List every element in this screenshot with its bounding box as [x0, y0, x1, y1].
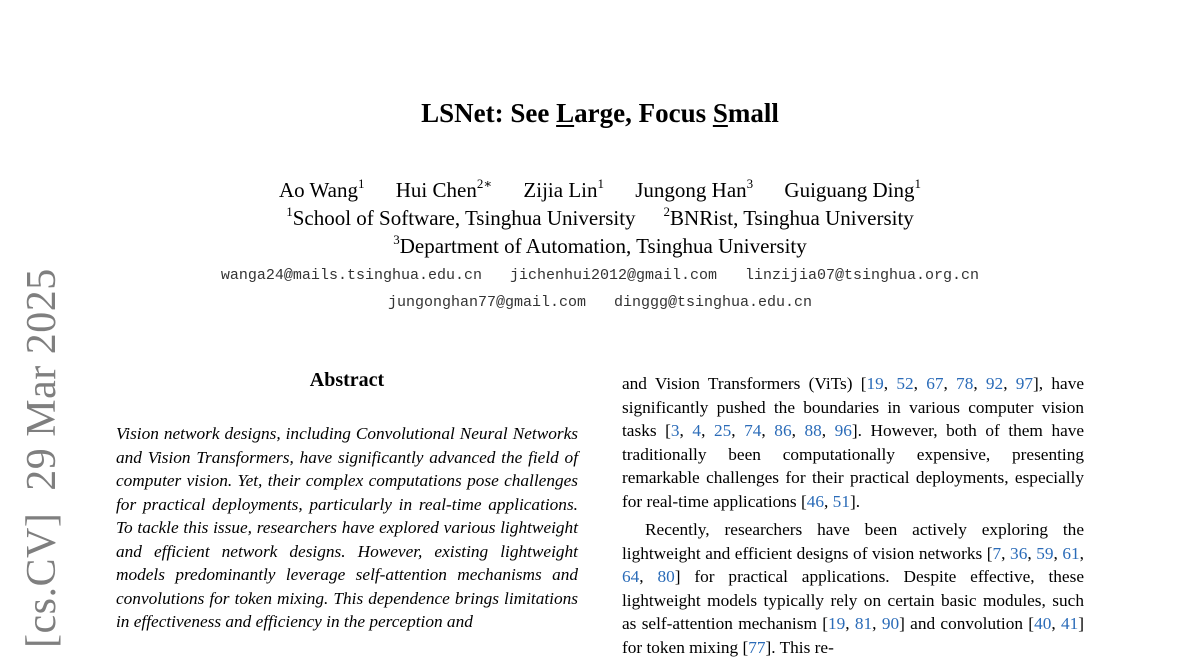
- author-sup: 1: [597, 176, 604, 191]
- citation-link[interactable]: 86: [774, 421, 792, 440]
- title-underlined-letter: L: [556, 98, 575, 128]
- author-name: Jungong Han: [635, 178, 747, 202]
- citation-link[interactable]: 80: [657, 567, 675, 586]
- abstract-text: Vision network designs, including Convolutional Neural Networks and Vision Transformers, have significantly advanced the field of computer vision. Yet, their complex computations pose challenges for practical deployments, particularly in real-time applications. To tackle this issue, researchers have explored various lightweight and efficient network designs. However, existing lightweight models predominantly leverage self-attention mechanisms and convolutions for token mixing. This dependence brings limitations in effectiveness and efficiency in the perception and: [116, 424, 578, 631]
- citation-link[interactable]: 41: [1060, 614, 1079, 633]
- author: [635, 178, 753, 202]
- citation-link[interactable]: 59: [1036, 543, 1054, 563]
- affiliation-name: School of Software, Tsinghua University: [292, 206, 636, 230]
- email-line-1: [0, 267, 1200, 284]
- email-line-2: [0, 294, 1200, 311]
- body-text: ]. This re-: [765, 637, 834, 657]
- body-text: ] and convolution [: [899, 614, 1035, 633]
- citation-link[interactable]: 77: [748, 637, 766, 657]
- author-sup: 3: [746, 176, 754, 191]
- paper-title: [0, 98, 1200, 129]
- author: [784, 178, 921, 202]
- author-name: Hui Chen: [395, 178, 477, 202]
- author: [396, 178, 492, 202]
- author-name: Zijia Lin: [523, 178, 598, 202]
- citation-link[interactable]: 51: [832, 491, 850, 511]
- citation-link[interactable]: 19: [866, 374, 884, 393]
- citation-group: 40, 41: [1034, 614, 1079, 633]
- body-text: ] for token mixing [: [622, 614, 1085, 657]
- citation-link[interactable]: 81: [854, 614, 873, 633]
- body-text: ].: [849, 491, 861, 511]
- affiliation-sup: 2: [663, 204, 671, 219]
- affiliation-sup: 1: [286, 204, 293, 219]
- citation-link[interactable]: 96: [834, 421, 852, 440]
- author: [279, 178, 365, 202]
- citation-link[interactable]: 74: [744, 421, 762, 440]
- affiliation-name: BNRist, Tsinghua University: [670, 206, 914, 230]
- author-name: Guiguang Ding: [784, 178, 915, 202]
- author-sup: 1: [914, 176, 921, 191]
- citation-link[interactable]: 78: [956, 374, 974, 393]
- citation-link[interactable]: 36: [1010, 543, 1028, 563]
- citation-group: 46, 51: [806, 491, 850, 511]
- title-part: LSNet: See: [421, 98, 557, 128]
- citation-link[interactable]: 7: [992, 543, 1002, 563]
- email-address: wanga24@mails.tsinghua.edu.cn: [220, 267, 482, 284]
- email-address: linzijia07@tsinghua.org.cn: [745, 267, 980, 284]
- arxiv-date: 29 Mar 2025: [19, 268, 65, 491]
- title-underlined-letter: S: [712, 98, 728, 128]
- author-sup: 2∗: [476, 176, 493, 191]
- citation-link[interactable]: 25: [713, 421, 732, 440]
- affiliation-sup: 3: [393, 232, 400, 247]
- intro-paragraph-2: [622, 518, 1084, 659]
- email-address: dinggg@tsinghua.edu.cn: [614, 294, 813, 311]
- abstract-heading: Abstract: [309, 369, 385, 391]
- body-text: ], have significantly pushed the boundaries in various computer vision tasks [: [622, 374, 1084, 440]
- email-address: jungonghan77@gmail.com: [387, 294, 586, 311]
- title-part: mall: [727, 98, 779, 128]
- citation-group: 3, 4, 25, 74, 86, 88, 96: [670, 421, 852, 440]
- citation-link[interactable]: 88: [804, 421, 822, 440]
- citation-link[interactable]: 61: [1062, 543, 1080, 563]
- citation-link[interactable]: 97: [1015, 374, 1034, 393]
- citation-group: 19, 52, 67, 78, 92, 97: [866, 374, 1034, 393]
- author-list: [0, 178, 1200, 203]
- citation-group: [748, 638, 765, 657]
- citation-group: 19, 81, 90: [827, 614, 900, 633]
- introduction-column: [622, 372, 1084, 659]
- citation-link[interactable]: 3: [670, 421, 680, 440]
- body-text: ]. However, both of them have traditionally been computationally expensive, presenting remarkable challenges for their practical deployments, especially for real-time applications [: [622, 421, 1085, 511]
- citation-link[interactable]: 4: [692, 421, 702, 440]
- affiliation-line-1: [0, 206, 1200, 231]
- citation-link[interactable]: 90: [881, 614, 900, 633]
- citation-link[interactable]: 67: [926, 374, 944, 393]
- citation-link[interactable]: 46: [806, 491, 825, 511]
- title-part: arge, Focus: [574, 98, 713, 128]
- arxiv-category: [cs.CV]: [19, 512, 65, 648]
- citation-link[interactable]: 52: [896, 374, 914, 393]
- email-address: jichenhui2012@gmail.com: [509, 267, 718, 284]
- citation-link[interactable]: 19: [827, 614, 846, 633]
- affiliation-line-2: [0, 234, 1200, 259]
- body-text: ] for practical applications. Despite effective, these lightweight models typically rely on certain basic modules, such as self-attention mechanism [: [622, 567, 1084, 633]
- citation-link[interactable]: 64: [622, 567, 640, 586]
- affiliation-name: Department of Automation, Tsinghua University: [399, 234, 807, 258]
- author-name: Ao Wang: [279, 178, 358, 202]
- arxiv-identifier-stamp: [18, 268, 66, 648]
- body-text: and Vision Transformers (ViTs) [: [622, 374, 867, 393]
- citation-link[interactable]: 92: [985, 374, 1004, 393]
- author: [523, 178, 604, 202]
- body-text: Recently, researchers have been actively exploring the lightweight and efficient designs of vision networks [: [622, 520, 1084, 563]
- citation-link[interactable]: 40: [1034, 614, 1052, 633]
- author-sup: 1: [358, 176, 365, 191]
- intro-paragraph-1: [622, 372, 1084, 513]
- citation-group: 7, 36, 59, 61, 64, 80: [622, 543, 1084, 586]
